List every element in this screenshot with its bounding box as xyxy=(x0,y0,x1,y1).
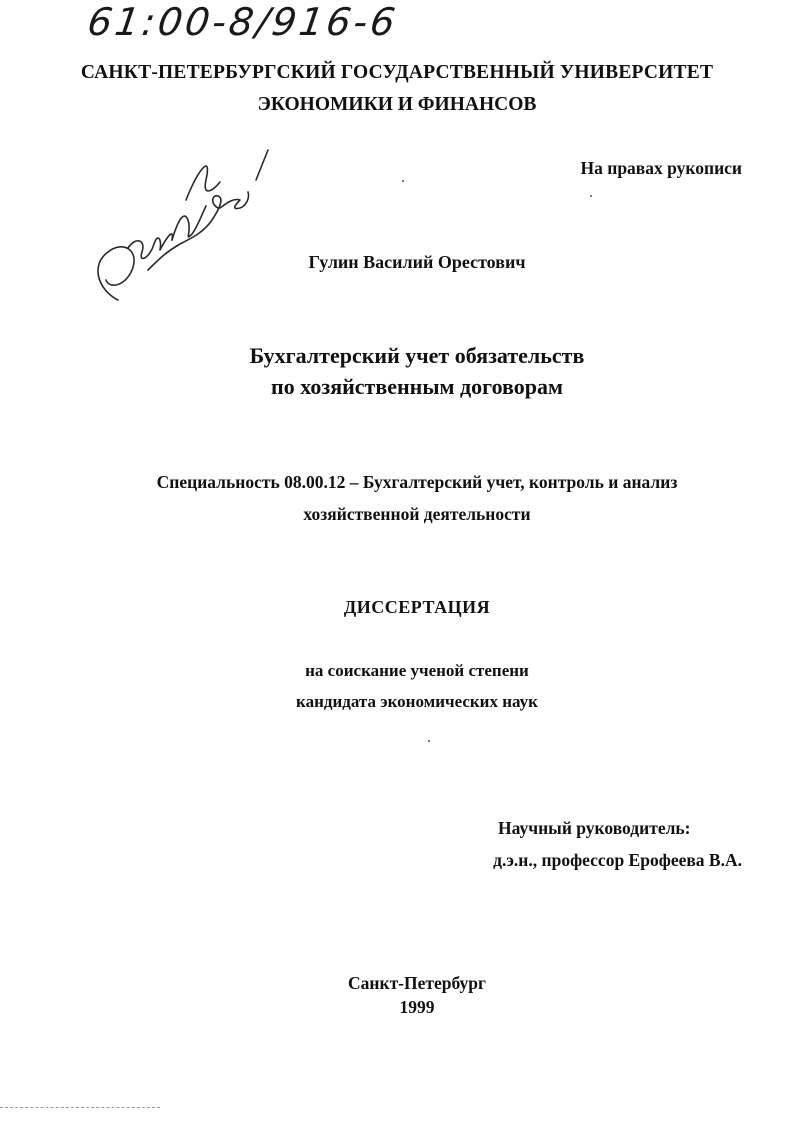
university-name-line1: САНКТ-ПЕТЕРБУРГСКИЙ ГОСУДАРСТВЕННЫЙ УНИВЕРСИТЕТ xyxy=(80,62,714,83)
handwritten-signature xyxy=(88,140,278,310)
specialty-line1: Специальность 08.00.12 – Бухгалтерский учет, контроль и анализ xyxy=(156,472,678,492)
thesis-title-line2: по хозяйственным договорам xyxy=(271,374,563,399)
university-name-line2: ЭКОНОМИКИ И ФИНАНСОВ xyxy=(257,94,537,115)
degree-line1: на соискание ученой степени xyxy=(305,661,529,680)
archive-number: 61:00-8/916-6 xyxy=(84,0,401,44)
supervisor-label: Научный руководитель: xyxy=(498,818,691,838)
scan-speck xyxy=(402,180,404,182)
scan-speck xyxy=(590,195,592,197)
thesis-title-line1: Бухгалтерский учет обязательств xyxy=(249,343,585,368)
year: 1999 xyxy=(399,997,435,1017)
specialty-line2: хозяйственной деятельности xyxy=(303,504,531,524)
city: Санкт-Петербург xyxy=(348,973,486,993)
author-name: Гулин Василий Орестович xyxy=(308,252,526,272)
degree-line2: кандидата экономических наук xyxy=(296,692,538,711)
document-type: ДИССЕРТАЦИЯ xyxy=(343,597,491,617)
scan-speck xyxy=(428,740,430,742)
supervisor-name: д.э.н., профессор Ерофеева В.А. xyxy=(493,850,742,870)
scan-edge-mark xyxy=(0,1107,160,1108)
manuscript-rights-note: На правах рукописи xyxy=(580,158,742,178)
